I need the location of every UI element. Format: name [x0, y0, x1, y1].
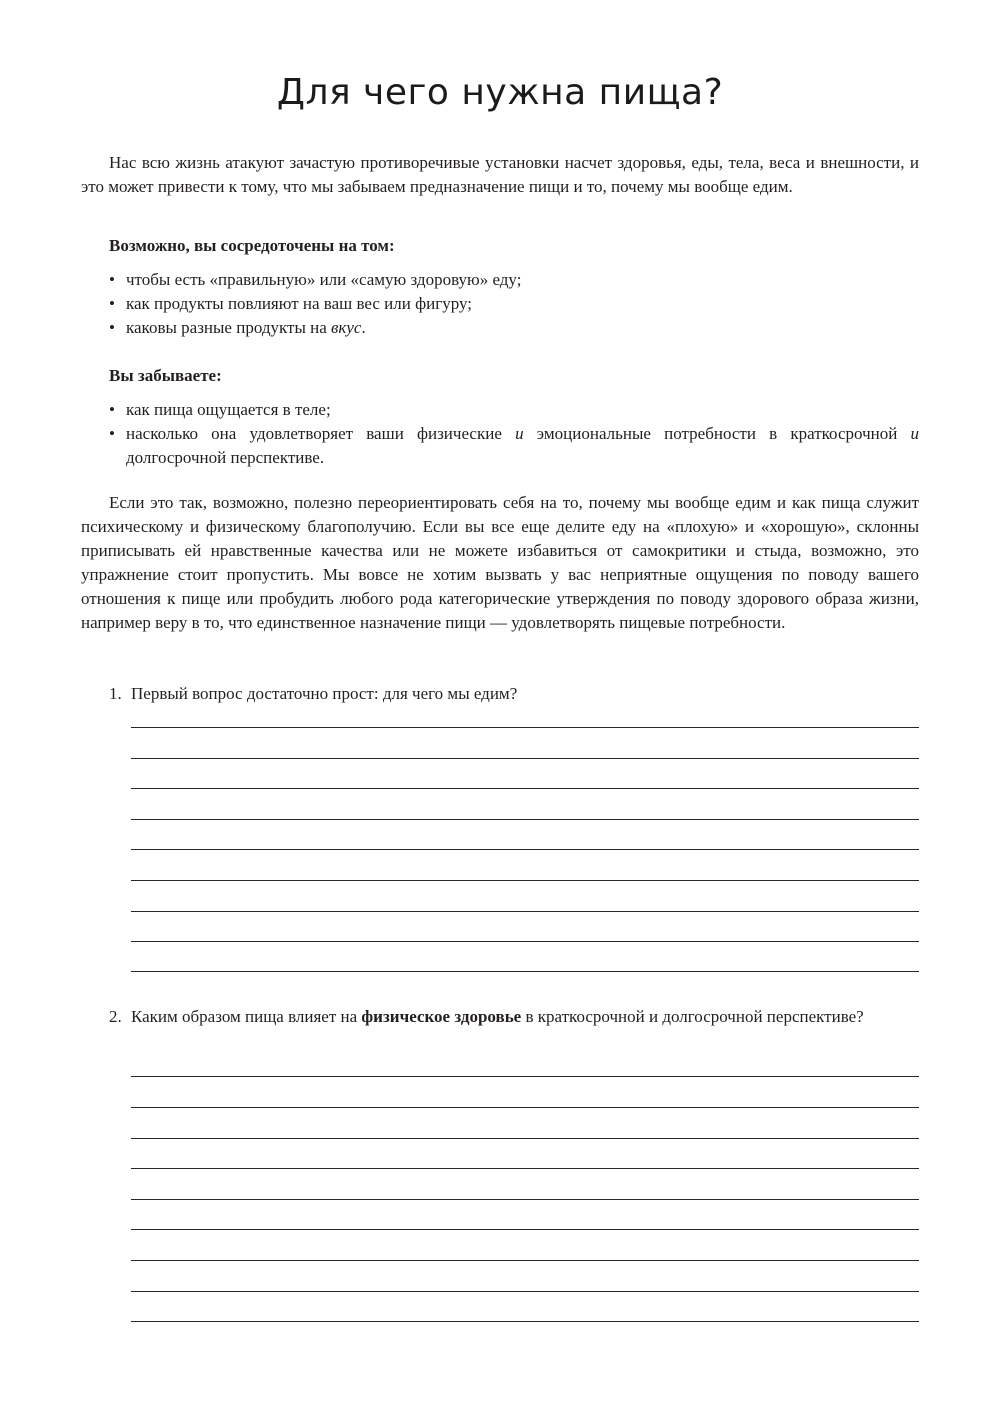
question-1	[109, 682, 919, 706]
emphasis-text: и	[515, 424, 524, 443]
list-item	[109, 422, 919, 470]
bullet-icon: •	[109, 318, 115, 337]
list-item-text: долгосрочной перспективе.	[126, 448, 325, 467]
list-item-text: как пища ощущается в теле;	[126, 400, 331, 419]
answer-line[interactable]	[131, 758, 919, 759]
list-item-text: насколько она удовлетворяет ваши физические	[126, 424, 516, 443]
list-item	[109, 268, 919, 292]
question-text: в краткосрочной и долгосрочной перспективе?	[521, 1007, 864, 1026]
answer-line[interactable]	[131, 1138, 919, 1139]
answer-line[interactable]	[131, 1321, 919, 1322]
intro-paragraph: Нас всю жизнь атакуют зачастую противоречивые установки насчет здоровья, еды, тела, веса и внешности, и это может привести к тому, что мы забываем предназначение пищи и то, почему мы вообще едим.	[81, 153, 919, 196]
question-text: Первый вопрос достаточно прост: для чего мы едим?	[131, 684, 518, 703]
bullet-icon: •	[109, 270, 115, 289]
answer-line[interactable]	[131, 911, 919, 912]
answer-line[interactable]	[131, 849, 919, 850]
list-item	[109, 292, 919, 316]
answer-line[interactable]	[131, 971, 919, 972]
question-number: 1.	[109, 684, 122, 703]
answer-line[interactable]	[131, 819, 919, 820]
answer-line[interactable]	[131, 788, 919, 789]
list-item-text: .	[361, 318, 366, 337]
answer-line[interactable]	[131, 1107, 919, 1108]
list-item-text: как продукты повлияют на ваш вес или фигуру;	[126, 294, 472, 313]
question-number: 2.	[109, 1007, 122, 1026]
focus-heading: Возможно, вы сосредоточены на том:	[109, 236, 395, 255]
list-item	[109, 316, 919, 340]
question-bold-text: физическое здоровье	[361, 1007, 522, 1026]
emphasis-text: и	[910, 424, 919, 443]
list-item	[109, 398, 919, 422]
bullet-icon: •	[109, 400, 115, 419]
forget-list	[109, 398, 919, 470]
answer-line[interactable]	[131, 1199, 919, 1200]
question-2	[109, 1005, 919, 1029]
page-title: Для чего нужна пища?	[276, 72, 724, 113]
bullet-icon: •	[109, 424, 115, 443]
answer-line[interactable]	[131, 1260, 919, 1261]
focus-list	[109, 268, 919, 340]
answer-line[interactable]	[131, 727, 919, 728]
list-item-text: эмоциональные потребности в краткосрочной	[523, 424, 911, 443]
list-item-text: чтобы есть «правильную» или «самую здоровую» еду;	[126, 270, 522, 289]
body-paragraph: Если это так, возможно, полезно переориентировать себя на то, почему мы вообще едим и как пища служит психическому и физическому благополучию. Если вы все еще делите еду на «плохую» и «хорошую», склонны приписывать ей нравственные качества или не можете избавиться от самокритики и стыда, возможно, это упражнение стоит пропустить. Мы вовсе не хотим вызвать у вас неприятные ощущения по поводу вашего отношения к пище или пробудить любого рода категорические утверждения по поводу здорового образа жизни, например веру в то, что единственное назначение пищи — удовлетворять пищевые потребности.	[81, 493, 919, 632]
forget-heading: Вы забываете:	[109, 366, 222, 385]
answer-line[interactable]	[131, 1168, 919, 1169]
answer-line[interactable]	[131, 1229, 919, 1230]
answer-line[interactable]	[131, 1076, 919, 1077]
emphasis-text: вкус	[331, 318, 362, 337]
answer-line[interactable]	[131, 880, 919, 881]
question-text: Каким образом пища влияет на	[131, 1007, 362, 1026]
answer-line[interactable]	[131, 1291, 919, 1292]
answer-line[interactable]	[131, 941, 919, 942]
bullet-icon: •	[109, 294, 115, 313]
list-item-text: каковы разные продукты на	[126, 318, 332, 337]
